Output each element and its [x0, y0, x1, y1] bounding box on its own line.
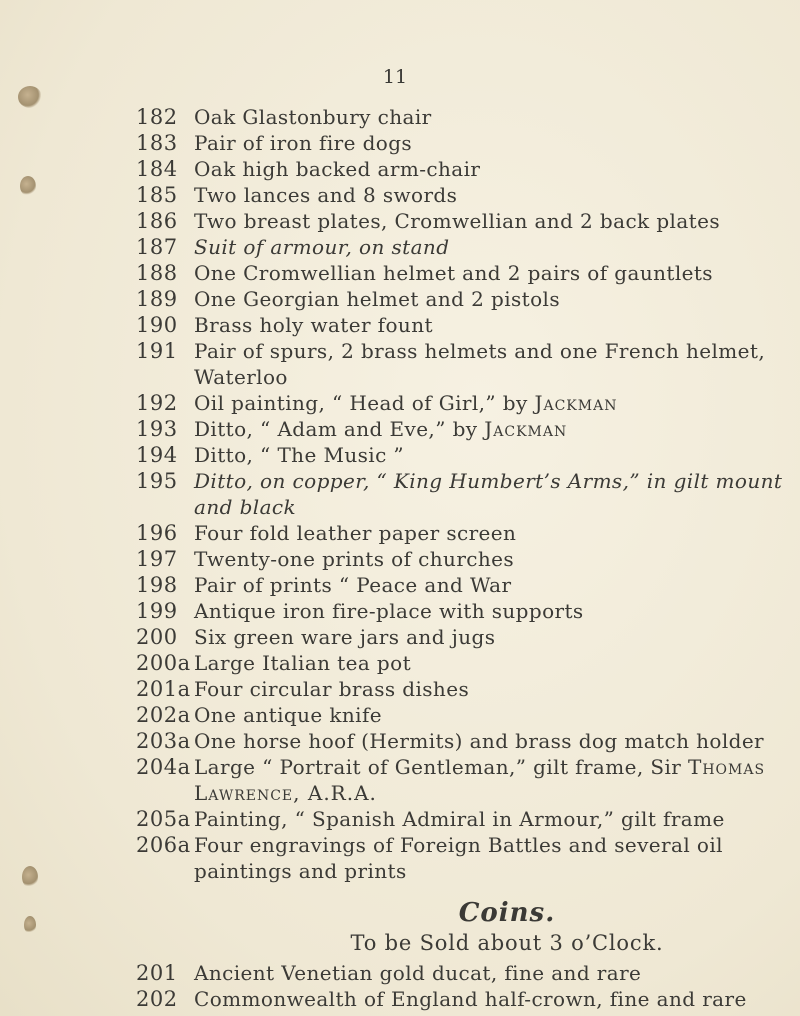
- lot-number: 203a: [136, 729, 191, 753]
- lot-number: 200a: [136, 651, 191, 675]
- lot-description: Suit of armour, on stand: [194, 235, 450, 259]
- lot-number: 186: [136, 209, 178, 233]
- lot-description-line: Four engravings of Foreign Battles and several oil: [194, 833, 723, 857]
- lot-entry: [136, 104, 786, 130]
- lot-description: One antique knife: [194, 703, 383, 727]
- lot-number: 202: [136, 987, 178, 1011]
- margin-stain: [18, 86, 42, 108]
- lot-entry: [136, 468, 786, 520]
- lot-number: 205a: [136, 807, 191, 831]
- margin-stain: [24, 916, 36, 934]
- lot-number: 195: [136, 469, 178, 493]
- lot-description: [194, 390, 786, 416]
- lot-number: 184: [136, 157, 178, 181]
- lot-entry: [136, 260, 786, 286]
- lot-entry: [136, 806, 786, 832]
- lot-entry: [136, 182, 786, 208]
- lot-number: 183: [136, 131, 178, 155]
- lot-entry: [136, 130, 786, 156]
- lot-number: 192: [136, 391, 178, 415]
- lot-entry: [136, 416, 786, 442]
- lot-description-line: Ditto, “ Adam and Eve,” by: [194, 417, 485, 441]
- lot-number: 191: [136, 339, 178, 363]
- lot-number: 187: [136, 235, 178, 259]
- lot-number: 196: [136, 521, 178, 545]
- lot-entry: [136, 650, 786, 676]
- lot-description-text: Large “ Portrait of Gentleman,” gilt frame, Sir: [194, 755, 688, 779]
- lot-entry: [136, 286, 786, 312]
- lot-description: Oak Glastonbury chair: [194, 105, 432, 129]
- lot-description: [194, 416, 786, 442]
- lot-entry: [136, 702, 786, 728]
- lot-entry: [136, 572, 786, 598]
- lot-number: 201a: [136, 677, 191, 701]
- lot-description-line: Ditto, on copper, “ King Humbert’s Arms,” in gilt mount: [194, 469, 783, 493]
- lot-description: Pair of iron fire dogs: [194, 131, 413, 155]
- lot-entry: [136, 390, 786, 416]
- lot-description-continuation: paintings and prints: [194, 859, 407, 883]
- lot-entry: [136, 312, 786, 338]
- margin-stain: [22, 866, 38, 888]
- lot-entry: [136, 520, 786, 546]
- artist-name: Jackman: [484, 417, 568, 441]
- lot-description: Twenty-one prints of churches: [194, 547, 515, 571]
- lot-description-continuation: Lawrence, A.R.A.: [194, 781, 377, 805]
- lot-entry: [136, 676, 786, 702]
- lot-number: 197: [136, 547, 178, 571]
- lot-number: 204a: [136, 755, 191, 779]
- lot-number: 198: [136, 573, 178, 597]
- lot-entry: [136, 986, 786, 1012]
- coins-heading: Coins.: [458, 898, 556, 928]
- lot-number: 185: [136, 183, 178, 207]
- page-number: 11: [382, 66, 408, 88]
- lot-description: Two lances and 8 swords: [194, 183, 458, 207]
- lot-number: 201: [136, 961, 178, 985]
- lot-description: Six green ware jars and jugs: [194, 625, 496, 649]
- lot-description-continuation: Waterloo: [194, 365, 288, 389]
- lot-list: [136, 104, 786, 1012]
- lot-description: One Cromwellian helmet and 2 pairs of gauntlets: [194, 261, 713, 285]
- lot-number: 188: [136, 261, 178, 285]
- lot-number: 193: [136, 417, 178, 441]
- lot-entry: [136, 598, 786, 624]
- lot-description: Ditto, “ The Music ”: [194, 443, 405, 467]
- lot-number: 190: [136, 313, 178, 337]
- lot-description: [194, 754, 786, 806]
- artist-name: Jackman: [534, 391, 618, 415]
- lot-entry: [136, 624, 786, 650]
- lot-description: Painting, “ Spanish Admiral in Armour,” gilt frame: [194, 807, 725, 831]
- lot-entry: [136, 960, 786, 986]
- lot-number: 200: [136, 625, 178, 649]
- lot-entry: [136, 754, 786, 806]
- lot-description: Ancient Venetian gold ducat, fine and rare: [194, 961, 642, 985]
- lot-description: Pair of prints “ Peace and War: [194, 573, 512, 597]
- lot-entry: [136, 832, 786, 884]
- lot-description: Commonwealth of England half-crown, fine and rare: [194, 987, 747, 1011]
- lot-description: Four circular brass dishes: [194, 677, 470, 701]
- lot-description-line: Oil painting, “ Head of Girl,” by: [194, 391, 535, 415]
- lot-description: Large Italian tea pot: [194, 651, 412, 675]
- lot-entry: [136, 338, 786, 390]
- lot-number: 194: [136, 443, 178, 467]
- lot-description: [194, 338, 786, 390]
- lot-entry: [136, 442, 786, 468]
- lot-number: 189: [136, 287, 178, 311]
- lot-number: 199: [136, 599, 178, 623]
- lot-entry: [136, 208, 786, 234]
- lot-description: One Georgian helmet and 2 pistols: [194, 287, 561, 311]
- lot-entry: [136, 234, 786, 260]
- lot-description: One horse hoof (Hermits) and brass dog match holder: [194, 729, 765, 753]
- lot-entry: [136, 156, 786, 182]
- lot-description: Oak high backed arm-chair: [194, 157, 481, 181]
- lot-description: [194, 468, 786, 520]
- lot-number: 182: [136, 105, 178, 129]
- coins-sale-time: To be Sold about 3 o’Clock.: [350, 931, 664, 955]
- lot-number: 202a: [136, 703, 191, 727]
- lot-description: Four fold leather paper screen: [194, 521, 517, 545]
- lot-description: [194, 832, 786, 884]
- lot-description-line: [194, 755, 765, 779]
- artist-name: Thomas: [688, 755, 766, 779]
- margin-stain: [20, 176, 36, 196]
- lot-description: Two breast plates, Cromwellian and 2 back plates: [194, 209, 720, 233]
- lot-number: 206a: [136, 833, 191, 857]
- lot-description-line: Pair of spurs, 2 brass helmets and one French helmet,: [194, 339, 766, 363]
- lot-entry: [136, 546, 786, 572]
- lot-description: Antique iron fire-place with supports: [194, 599, 584, 623]
- lot-description: Brass holy water fount: [194, 313, 433, 337]
- lot-entry: [136, 728, 786, 754]
- lot-description-continuation: and black: [194, 495, 297, 519]
